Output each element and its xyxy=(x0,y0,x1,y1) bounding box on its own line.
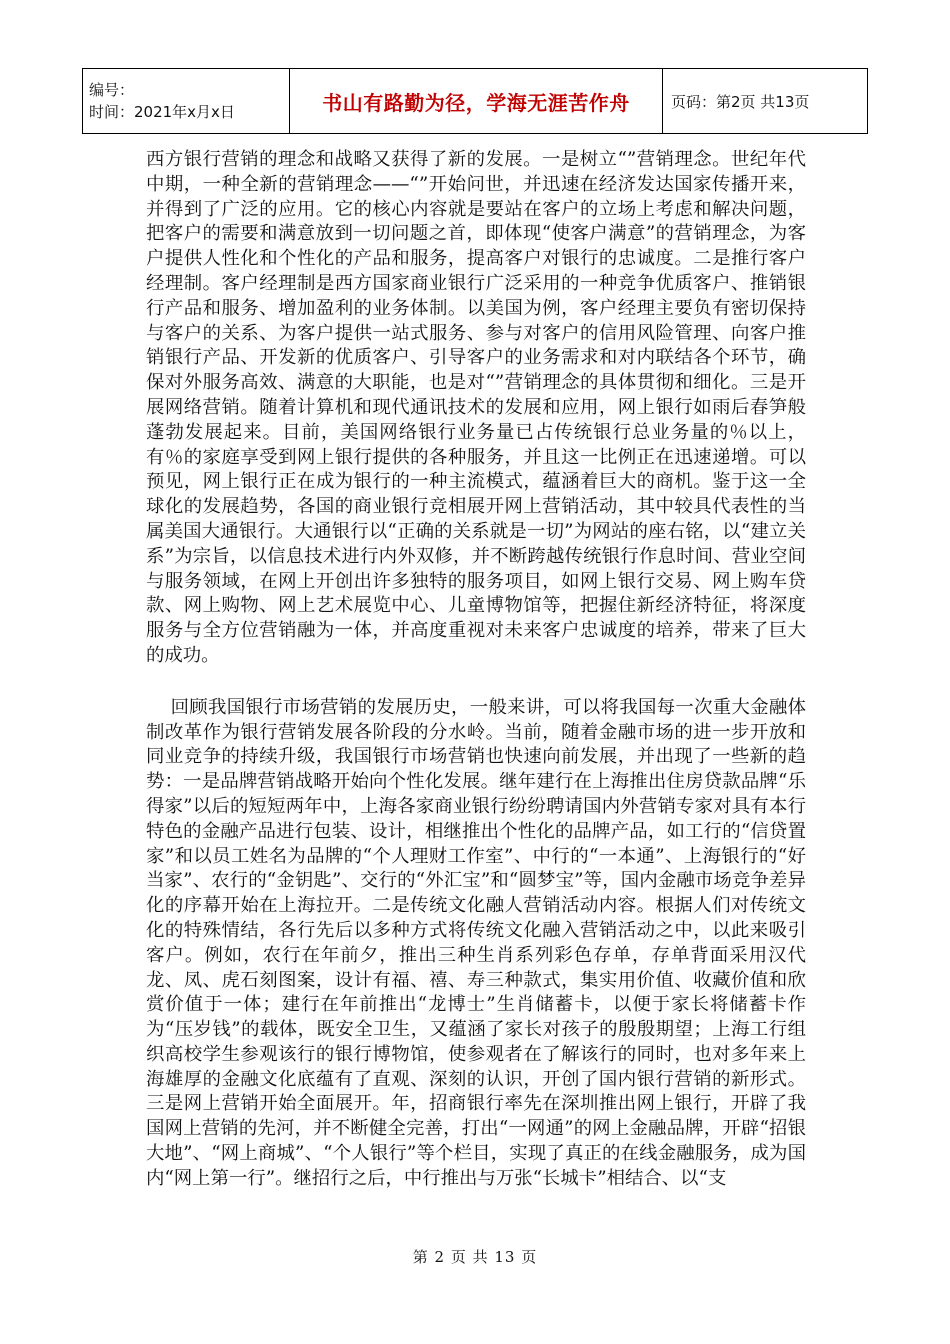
document-body xyxy=(146,148,806,1192)
header-motto: 书山有路勤为径，学海无涯苦作舟 xyxy=(290,69,663,134)
body-paragraph: 西方银行营销的理念和战略又获得了新的发展。一是树立“”营销理念。世纪年代中期，一种全新的营销理念——“”开始问世，并迅速在经济发达国家传播开来，并得到了广泛的应用。它的核心内容就是要站在客户的立场上考虑和解决问题，把客户的需要和满意放到一切问题之首，即体现“使客户满意”的营销理念，为客户提供人性化和个性化的产品和服务，提高客户对银行的忠诚度。二是推行客户经理制。客户经理制是西方国家商业银行广泛采用的一种竞争优质客户、推销银行产品和服务、增加盈利的业务体制。以美国为例，客户经理主要负有密切保持与客户的关系、为客户提供一站式服务、参与对客户的信用风险管理、向客户推销银行产品、开发新的优质客户、引导客户的业务需求和对内联结各个环节，确保对外服务高效、满意的大职能，也是对“”营销理念的具体贯彻和细化。三是开展网络营销。随着计算机和现代通讯技术的发展和应用，网上银行如雨后春笋般蓬勃发展起来。目前，美国网络银行业务量已占传统银行总业务量的％以上，有％的家庭享受到网上银行提供的各种服务，并且这一比例正在迅速递增。可以预见，网上银行正在成为银行的一种主流模式，蕴涵着巨大的商机。鉴于这一全球化的发展趋势，各国的商业银行竞相展开网上营销活动，其中较具代表性的当属美国大通银行。大通银行以“正确的关系就是一切”为网站的座右铭，以“建立关系”为宗旨，以信息技术进行内外双修，并不断跨越传统银行作息时间、营业空间与服务领域，在网上开创出许多独特的服务项目，如网上银行交易、网上购车贷款、网上购物、网上艺术展览中心、儿童博物馆等，把握住新经济特征，将深度服务与全方位营销融为一体，并高度重视对未来客户忠诚度的培养，带来了巨大的成功。 xyxy=(146,149,806,666)
header-meta-cell xyxy=(83,69,290,134)
page-footer: 第 2 页 共 13 页 xyxy=(412,1248,538,1266)
document-header xyxy=(82,68,868,134)
header-page-info: 页码：第2页 共13页 xyxy=(663,69,868,134)
document-number-label: 编号： xyxy=(89,81,135,99)
document-time-label: 时间：2021年x月x日 xyxy=(89,103,235,121)
body-paragraph: 回顾我国银行市场营销的发展历史，一般来讲，可以将我国每一次重大金融体制改革作为银行营销发展各阶段的分水岭。当前，随着金融市场的进一步开放和同业竞争的持续升级，我国银行市场营销也快速向前发展，并出现了一些新的趋势：一是品牌营销战略开始向个性化发展。继年建行在上海推出住房贷款品牌“乐得家”以后的短短两年中，上海各家商业银行纷纷聘请国内外营销专家对具有本行特色的金融产品进行包装、设计，相继推出个性化的品牌产品，如工行的“信贷置家”和以员工姓名为品牌的“个人理财工作室”、中行的“一本通”、上海银行的“好当家”、农行的“金钥匙”、交行的“外汇宝”和“圆梦宝”等，国内金融市场竞争差异化的序幕开始在上海拉开。二是传统文化融人营销活动内容。根据人们对传统文化的特殊情结，各行先后以多种方式将传统文化融入营销活动之中，以此来吸引客户。例如，农行在年前夕，推出三种生肖系列彩色存单，存单背面采用汉代龙、凤、虎石刻图案，设计有福、禧、寿三种款式，集实用价值、收藏价值和欣赏价值于一体；建行在年前推出“龙博士”生肖储蓄卡，以便于家长将储蓄卡作为“压岁钱”的载体，既安全卫生，又蕴涵了家长对孩子的殷殷期望；上海工行组织高校学生参观该行的银行博物馆，使参观者在了解该行的同时，也对多年来上海雄厚的金融文化底蕴有了直观、深刻的认识，开创了国内银行营销的新形式。三是网上营销开始全面展开。年，招商银行率先在深圳推出网上银行，开辟了我国网上营销的先河，并不断健全完善，打出“一网通”的网上金融品牌，开辟“招银大地”、“网上商城”、“个人银行”等个栏目，实现了真正的在线金融服务，成为国内“网上第一行”。继招行之后，中行推出与万张“长城卡”相结合、以“支 xyxy=(146,696,806,1189)
